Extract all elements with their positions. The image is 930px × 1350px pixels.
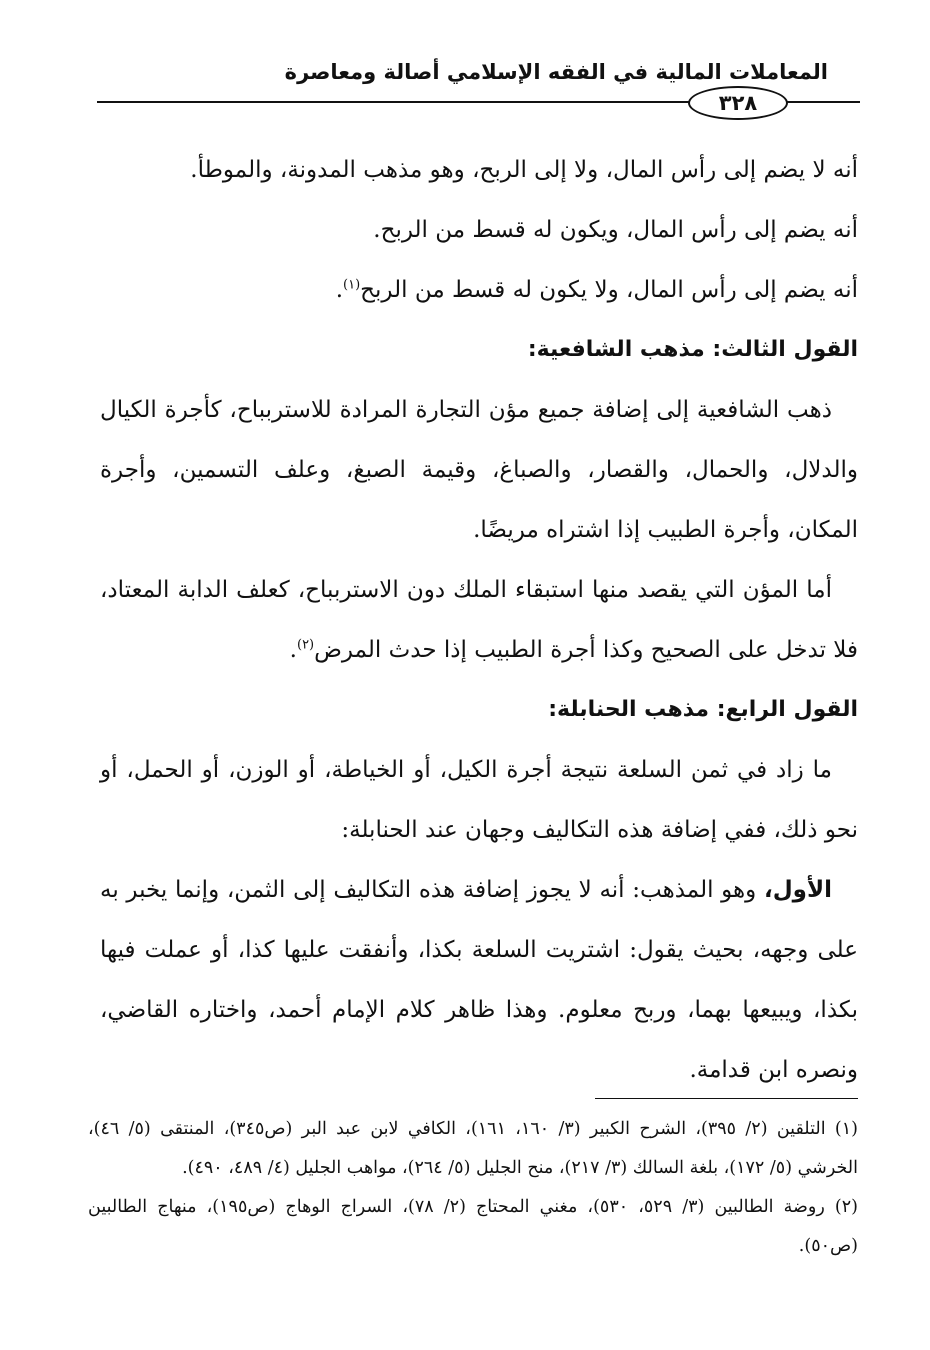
footnote-2: (٢) روضة الطالبين (٣/ ٥٢٩، ٥٣٠)، مغني المحتاج (٢/ ٧٨)، السراج الوهاج (ص١٩٥)، منهاج الطالبين (ص٥٠). [88, 1197, 858, 1256]
main-text [100, 140, 858, 1100]
paragraph-costs: أما المؤن التي يقصد منها استبقاء الملك دون الاستربباح، كعلف الدابة المعتاد، فلا تدخل على الصحيح وكذا أجرة الطبيب إذا حدث المرض$^{(٢)}$. [100, 577, 858, 663]
heading-shafii: القول الثالث: مذهب الشافعية: [527, 337, 858, 362]
footnotes [88, 1110, 858, 1266]
paragraph-first [100, 860, 858, 1100]
line-opinion-3: أنه يضم إلى رأس المال، ولا يكون له قسط من الربح$^{(١)}$. [335, 277, 858, 303]
footnote-1: (١) التلقين (٢/ ٣٩٥)، الشرح الكبير (٣/ ١٦٠، ١٦١)، الكافي لابن عبد البر (ص٣٤٥)، المنتقى (٥/ ٤٦)، الخرشي (٥/ ١٧٢)، بلغة السالك (٣/ ٢١٧)، منح الجليل (٥/ ٢٦٤)، مواهب الجليل (٤/ ٤٨٩، ٤٩٠). [88, 1119, 858, 1178]
line-opinion-2: أنه يضم إلى رأس المال، ويكون له قسط من الربح. [373, 217, 858, 243]
paragraph-costs-text: أما المؤن التي يقصد منها استبقاء الملك دون الاستربباح، كعلف الدابة المعتاد، فلا تدخل على الصحيح وكذا أجرة الطبيب إذا حدث المرض [100, 577, 858, 663]
heading-hanbali: القول الرابع: مذهب الحنابلة: [548, 697, 858, 722]
page-number-text: ٣٢٨ [718, 91, 758, 115]
footnote-ref-2: (٢) [296, 637, 315, 653]
footnote-ref-1: (١) [343, 277, 361, 293]
paragraph-hanbali: ما زاد في ثمن السلعة نتيجة أجرة الكيل، أو الخياطة، أو الوزن، أو الحمل، أو نحو ذلك، ففي إضافة هذه التكاليف وجهان عند الحنابلة: [100, 757, 858, 843]
footnote-rule [595, 1098, 858, 1099]
page-number [688, 86, 788, 120]
running-title: المعاملات المالية في الفقه الإسلامي أصالة ومعاصرة [284, 60, 828, 84]
paragraph-first-text: وهو المذهب: أنه لا يجوز إضافة هذه التكاليف إلى الثمن، وإنما يخبر به على وجهه، بحيث يقول: اشتريت السلعة بكذا، وأنفقت عليها كذا، أو عملت فيها بكذا، ويبيعها بهما، وربح معلوم. وهذا ظاهر كلام الإمام أحمد، واختاره القاضي، ونصره ابن قدامة. [100, 877, 858, 1083]
paragraph-shafii: ذهب الشافعية إلى إضافة جميع مؤن التجارة المرادة للاستربباح، كأجرة الكيال والدلال، والحمال، والقصار، والصباغ، وقيمة الصبغ، وعلف التسمين، وأجرة المكان، وأجرة الطبيب إذا اشتراه مريضًا. [100, 397, 858, 543]
line-opinion-3-text: أنه يضم إلى رأس المال، ولا يكون له قسط من الربح [360, 277, 858, 303]
first-label: الأول، [763, 877, 832, 903]
line-opinion-1: أنه لا يضم إلى رأس المال، ولا إلى الربح، وهو مذهب المدونة، والموطأ. [190, 157, 858, 183]
